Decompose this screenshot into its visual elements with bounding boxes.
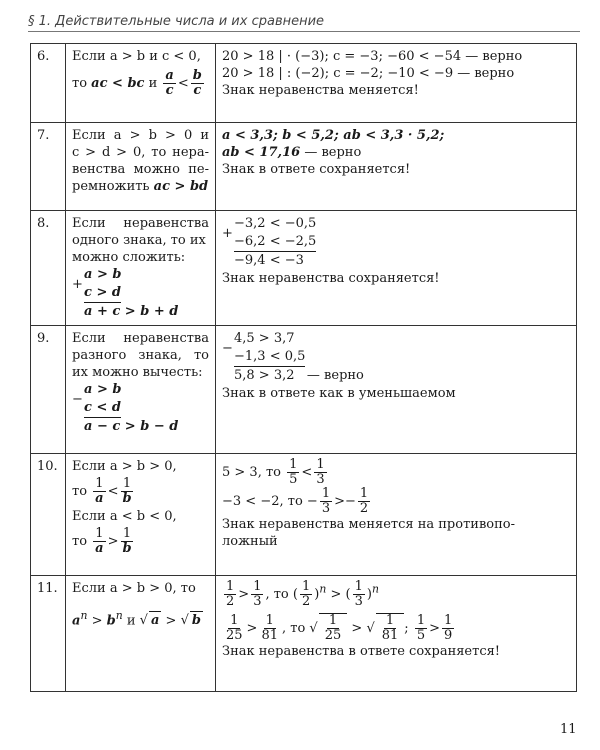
subtraction-stack: − a > b c < d a − c > b − d	[72, 382, 179, 434]
table-row	[31, 44, 577, 123]
page-header	[28, 10, 580, 32]
page-number: 11	[560, 722, 577, 737]
section-title: § 1. Действительные числа и их сравнение	[28, 14, 325, 29]
addition-stack: + a > b c > d a + c > b + d	[72, 267, 179, 319]
formula: то ac < bc и $\frac{a}{c}$ < $\frac{b}{c}$	[72, 68, 202, 98]
example-cell: 5 > 3, то $\frac{1}{5}$ < $\frac{1}{3}$ −3 < −2, то − $\frac{1}{3}$ >− $\frac{1}{2}$ Знак неравенства меняется на противопо- ложный	[216, 454, 577, 576]
property-cell: Если неравенства одного знака, то их можно сложить: + a > b c > d a + c > b + d	[66, 211, 216, 326]
property-cell: Если a > b и c < 0, то ac < bc и $\frac{a}{c}$ < $\frac{b}{c}$	[66, 44, 216, 123]
example-cell: $\frac{1}{2}$ > $\frac{1}{3}$ , то ( $\frac{1}{2}$ )$^n$ > ( $\frac{1}{3}$ )$^n$ $\frac{1}{25}$ > $\frac{1}{81}$ , то √ $\frac{1}{25}$ > √ $\frac{1}{81}$ ; $\frac{1}{5}$ > $\frac{1}{9}$ Знак неравенства в ответе сохраняется!	[216, 576, 577, 692]
row-number: 10.	[31, 454, 66, 576]
property-cell: Если a > b > 0, то $a^n > b^n$ и √ a > √ b	[66, 576, 216, 692]
addition-example: + −3,2 < −0,5 −6,2 < −2,5 −9,4 < −3	[222, 216, 317, 268]
property-cell: Если a > b > 0, то $\frac{1}{a}$ < $\frac{1}{b}$ Если a < b < 0, то $\frac{1}{a}$ > $\frac{1}{b}$	[66, 454, 216, 576]
property-cell: Если неравенства разного знака, то их можно вычесть: − a > b c < d a − c > b − d	[66, 326, 216, 454]
property-cell: Если a > b > 0 и c > d > 0, то нера- венства можно пе- ремножить ac > bd	[66, 123, 216, 211]
example-cell: 20 > 18 | · (−3); c = −3; −60 < −54 — верно 20 > 18 | : (−2); c = −2; −10 < −9 — верно Знак неравенства меняется!	[216, 44, 577, 123]
row-number: 9.	[31, 326, 66, 454]
header-rule	[28, 31, 580, 32]
table-row	[31, 211, 577, 326]
example-cell: a < 3,3; b < 5,2; ab < 3,3 · 5,2; ab < 17,16 — верно Знак в ответе сохраняется!	[216, 123, 577, 211]
subtraction-example: − 4,5 > 3,7 −1,3 < 0,5 5,8 > 3,2 — верно	[222, 331, 364, 383]
inequality-properties-table	[30, 43, 577, 692]
example-cell: − 4,5 > 3,7 −1,3 < 0,5 5,8 > 3,2 — верно Знак в ответе как в уменьшаемом	[216, 326, 577, 454]
table-row	[31, 123, 577, 211]
row-number: 7.	[31, 123, 66, 211]
example-cell: + −3,2 < −0,5 −6,2 < −2,5 −9,4 < −3 Знак неравенства сохраняется!	[216, 211, 577, 326]
table-row	[31, 576, 577, 692]
row-number: 6.	[31, 44, 66, 123]
row-number: 8.	[31, 211, 66, 326]
table-row	[31, 326, 577, 454]
table-row	[31, 454, 577, 576]
row-number: 11.	[31, 576, 66, 692]
